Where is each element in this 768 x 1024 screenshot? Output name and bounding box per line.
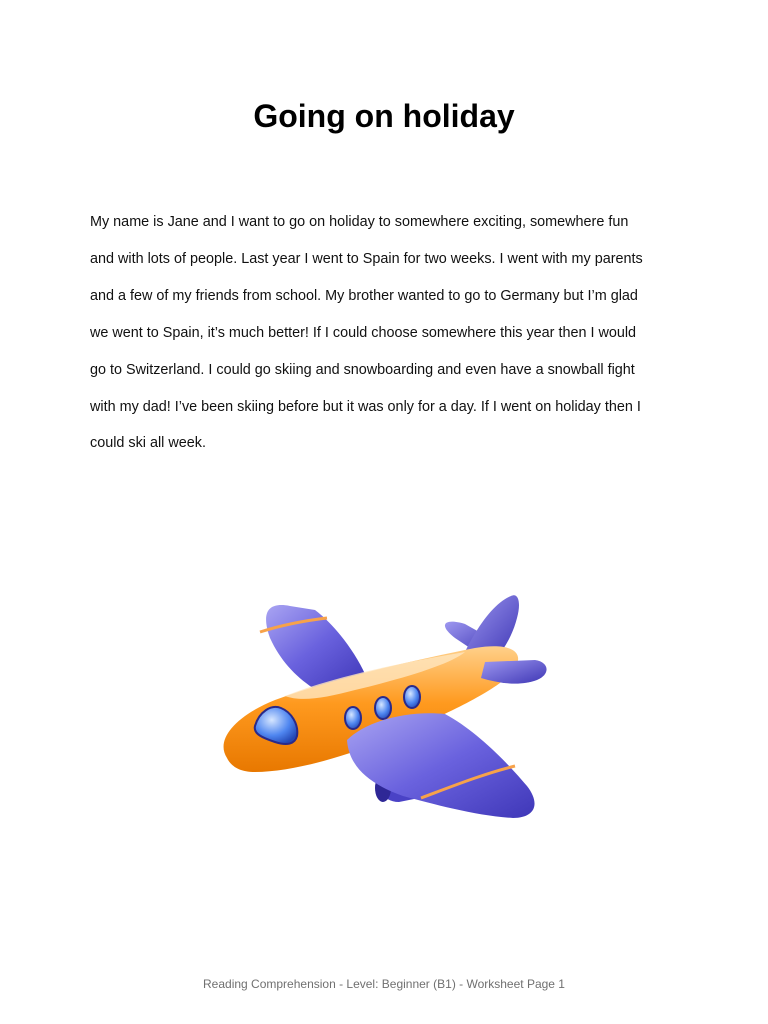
paragraph-line: go to Switzerland. I could go skiing and snowboarding and even have a snowball fight <box>90 361 635 378</box>
paragraph-line: My name is Jane and I want to go on holiday to somewhere exciting, somewhere fun <box>90 214 629 230</box>
paragraph-line: we went to Spain, it’s much better! If I could choose somewhere this year then I would <box>90 324 637 341</box>
page-title: Going on holiday <box>253 98 515 134</box>
paragraph-line: could ski all week. <box>90 435 206 452</box>
page-footer: Reading Comprehension - Level: Beginner (B1) - Worksheet Page 1 <box>203 977 565 991</box>
paragraph-line: with my dad! I’ve been skiing before but it was only for a day. If I went on holiday then I <box>90 398 641 415</box>
story-paragraph <box>90 204 682 462</box>
airplane-icon <box>215 590 555 825</box>
paragraph-line: and a few of my friends from school. My brother wanted to go to Germany but I’m glad <box>90 287 638 304</box>
paragraph-line: and with lots of people. Last year I went to Spain for two weeks. I went with my parents <box>90 250 643 267</box>
airplane-illustration <box>215 590 555 825</box>
